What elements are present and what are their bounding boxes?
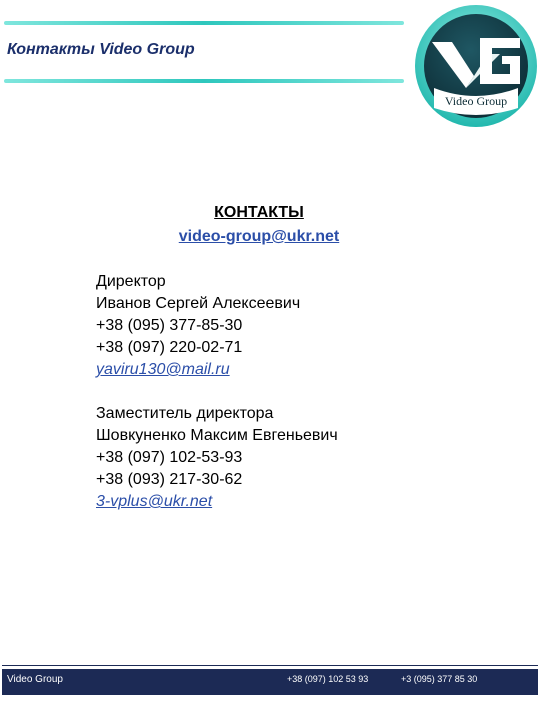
section-title: КОНТАКТЫ — [214, 204, 304, 221]
contacts-block — [96, 271, 338, 513]
contact-phone: +38 (095) 377-85-30 — [96, 317, 243, 334]
footer-phone: +3 (095) 377 85 30 — [401, 674, 478, 684]
contacts-spacer — [96, 381, 338, 403]
contact-phone: +38 (093) 217-30-62 — [96, 471, 243, 488]
main-email-link[interactable]: video-group@ukr.net — [178, 228, 340, 245]
contact-phone: +38 (097) 220-02-71 — [96, 339, 243, 356]
footer-phone: +38 (097) 102 53 93 — [287, 674, 369, 684]
video-group-logo — [414, 4, 538, 128]
logo-text: Video Group — [444, 94, 508, 108]
contact-email-link[interactable]: yaviru130@mail.ru — [96, 361, 230, 378]
header-top-rule — [4, 21, 404, 25]
contact-email-link[interactable]: 3-vplus@ukr.net — [96, 493, 213, 510]
contact-name: Шовкуненко Максим Евгеньевич — [96, 427, 338, 444]
page-title: Контакты Video Group — [7, 41, 195, 58]
contact-role: Директор — [96, 273, 166, 290]
footer-company: Video Group — [7, 674, 63, 685]
contact-role: Заместитель директора — [96, 405, 274, 422]
footer-bar — [2, 666, 538, 694]
contact-name: Иванов Сергей Алексеевич — [96, 295, 301, 312]
header-bottom-rule — [4, 79, 404, 83]
contact-phone: +38 (097) 102-53-93 — [96, 449, 243, 466]
